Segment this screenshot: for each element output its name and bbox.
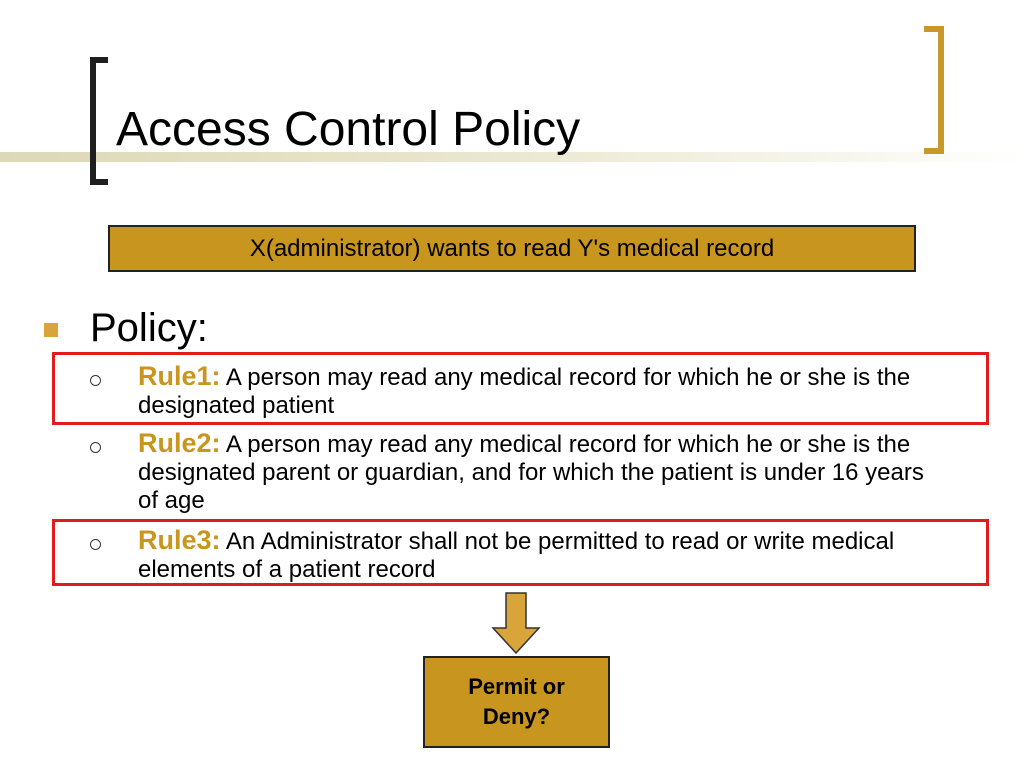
decision-text: Permit or Deny? (468, 674, 565, 729)
slide-title: Access Control Policy (116, 103, 581, 156)
rule-text-2 (138, 429, 948, 515)
left-bracket-icon (90, 57, 108, 185)
rule-body-2: A person may read any medical record for which he or she is the designated parent or guardian, and for which the patient is under 16 years of age (138, 431, 924, 514)
down-arrow-icon (491, 592, 541, 654)
rule-1-highlight-frame (52, 352, 989, 425)
decision-box (423, 656, 610, 748)
rule-3-highlight-frame (52, 519, 989, 586)
right-bracket-icon (924, 26, 944, 154)
request-text: X(administrator) wants to read Y's medical record (249, 235, 775, 262)
rule-body-3: An Administrator shall not be permitted to read or write medical elements of a patient record (138, 528, 895, 583)
rule-name-1: Rule1: (138, 361, 221, 391)
request-box (108, 225, 916, 272)
policy-label: Policy: (90, 306, 208, 350)
ring-bullet-icon (90, 442, 101, 453)
rule-body-1: A person may read any medical record for which he or she is the designated patient (138, 364, 911, 419)
rule-name-3: Rule3: (138, 525, 221, 555)
rule-name-2: Rule2: (138, 428, 221, 458)
square-bullet-icon (44, 323, 58, 337)
